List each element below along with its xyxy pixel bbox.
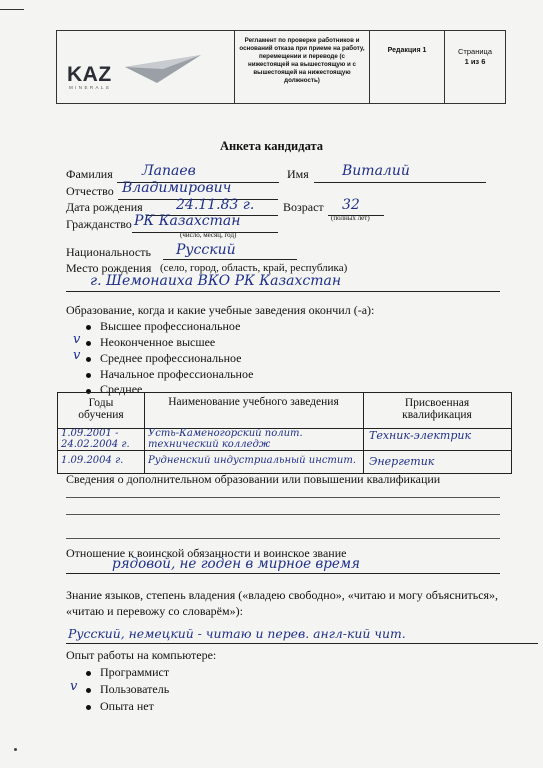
regulation-title [234, 31, 369, 103]
bullet [86, 671, 91, 676]
page-number: 1 из 6 [464, 57, 486, 66]
military-label: Отношение к воинской обязанности и воинское звание [66, 546, 347, 560]
table-cell-institution: Усть-Каменогорский полит. технический колледж [148, 428, 303, 450]
logo-text: KAZ [67, 63, 112, 86]
birthplace-hint: (село, город, область, край, республика) [160, 262, 348, 274]
computer-option: Пользователь [100, 682, 170, 696]
surname-value: Лапаев [142, 163, 196, 179]
document-header [56, 30, 506, 104]
table-header-qualification: Присвоенная квалификация [402, 397, 472, 421]
table-row-divider [58, 450, 511, 451]
answer-line [66, 497, 500, 498]
bullet [86, 357, 91, 362]
answer-line [66, 538, 500, 539]
bullet [86, 688, 91, 693]
citizenship-label: Гражданство [66, 217, 132, 231]
birthplace-line [66, 291, 500, 292]
military-value: рядовой, не годен в мирное время [112, 556, 360, 572]
bullet [86, 325, 91, 330]
table-header-years: Годы обучения [78, 397, 124, 421]
military-line [66, 573, 500, 574]
corner-mark [0, 9, 24, 10]
birthplace-value: г. Шемонаиха ВКО РК Казахстан [90, 273, 342, 289]
dob-hint: (число, месяц, год) [180, 231, 237, 239]
table-cell-years: 1.09.2004 г. [61, 455, 124, 466]
form-title: Анкета кандидата [219, 139, 324, 153]
check-mark: v [70, 679, 78, 694]
languages-value: Русский, немецкий - читаю и перев. англ-кий чит. [68, 626, 406, 641]
patronymic-label: Отчество [66, 184, 114, 198]
page-cell [444, 31, 505, 103]
education-option: Начальное профессиональное [100, 367, 254, 381]
education-table [57, 392, 512, 474]
citizenship-value: РК Казахстан [134, 213, 241, 229]
name-value: Виталий [342, 163, 410, 179]
education-option: Среднее [100, 382, 143, 396]
age-hint: (полных лет) [331, 214, 370, 222]
languages-label: Знание языков, степень владения («владею свободно», «читаю и могу объясниться», «читаю и перевожу со словарём»): [66, 588, 499, 618]
patronymic-value: Владимирович [122, 180, 232, 196]
education-option: Неоконченное высшее [100, 335, 216, 349]
bullet [86, 341, 91, 346]
nationality-label: Национальность [66, 245, 151, 259]
check-mark: v [73, 348, 81, 363]
edition-cell [369, 31, 444, 103]
name-line [314, 182, 486, 183]
table-cell-qualification: Техник-электрик [369, 429, 472, 442]
table-col-divider [363, 393, 364, 473]
computer-label: Опыт работы на компьютере: [66, 648, 217, 662]
nationality-value: Русский [176, 242, 236, 258]
name-label: Имя [287, 167, 309, 181]
age-value: 32 [342, 197, 360, 213]
nationality-line [163, 259, 297, 260]
table-cell-years: 1.09.2001 - 24.02.2004 г. [61, 428, 130, 450]
answer-line [66, 514, 500, 515]
table-cell-qualification: Энергетик [369, 455, 435, 468]
dob-value: 24.11.83 г. [176, 197, 255, 213]
education-question: Образование, когда и какие учебные заведения окончил (-а): [66, 303, 375, 317]
table-cell-institution: Рудненский индустриальный инстит. [148, 455, 357, 466]
computer-option: Опыта нет [100, 699, 154, 713]
regulation-text: Регламент по проверке работников и оснований отказа при приеме на работу, перемещении и переводе (с нижестоящей на вышестоящую и с вышестоящей на нижестоящую должность) [239, 37, 365, 84]
dob-label: Дата рождения [66, 200, 143, 214]
languages-line [66, 643, 538, 644]
scan-speck [14, 748, 17, 751]
company-logo [63, 49, 213, 89]
birthplace-label: Место рождения [66, 261, 152, 275]
edition-text: Редакция 1 [387, 47, 427, 54]
table-header-institution: Наименование учебного заведения [168, 396, 339, 408]
bullet [86, 705, 91, 710]
age-label: Возраст [283, 200, 324, 214]
page-label: Страница [458, 47, 492, 56]
education-option: Среднее профессиональное [100, 351, 242, 365]
surname-label: Фамилия [66, 167, 113, 181]
logo-subtext: MINERALS [69, 85, 112, 90]
computer-option: Программист [100, 665, 170, 679]
check-mark: v [73, 332, 81, 347]
education-option: Высшее профессиональное [100, 319, 241, 333]
bullet [86, 373, 91, 378]
additional-education-label: Сведения о дополнительном образовании или повышении квалификации [66, 472, 441, 486]
